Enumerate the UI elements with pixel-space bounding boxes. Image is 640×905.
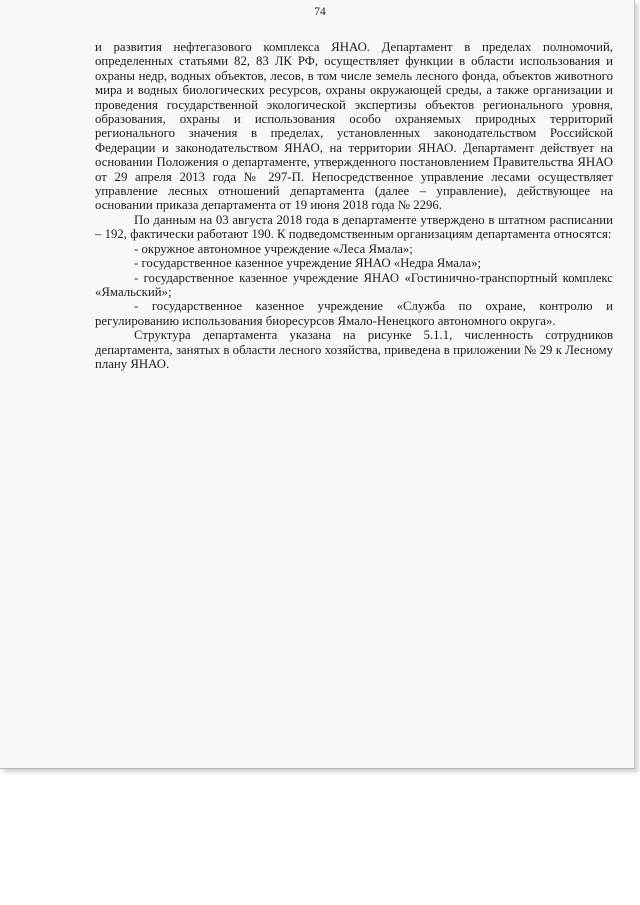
list-item-bioresources-service: - государственное казенное учреждение «Служба по охране, контролю и регулированию использования биоресурсов Ямало-Ненецкого автономного округа». — [95, 299, 613, 328]
document-body — [95, 40, 613, 371]
list-item-nedra-yamala: - государственное казенное учреждение ЯНАО «Недра Ямала»; — [134, 256, 482, 271]
page-number: 74 — [314, 6, 326, 18]
paragraph-structure: Структура департамента указана на рисунке 5.1.1, численность сотрудников департамента, занятых в области лесного хозяйства, приведена в приложении № 29 к Лесному плану ЯНАО. — [95, 328, 613, 371]
paragraph-department-functions: и развития нефтегазового комплекса ЯНАО. Департамент в пределах полномочий, определенных статьями 82, 83 ЛК РФ, осуществляет функции в области использования и охраны недр, водных объектов, лесов, в том числе земель лесного фонда, объектов животного мира и водных биологических ресурсов, охраны окружающей среды, а также организации и проведения государственной экологической экспертизы объектов регионального уровня, образования, охраны и использования особо охраняемых природных территорий регионального значения в пределах, установленных законодательством Российской Федерации и законодательством ЯНАО, на территории ЯНАО. Департамент действует на основании Положения о департаменте, утвержденного постановлением Правительства ЯНАО от 29 апреля 2013 года № 297-П. Непосредственное управление лесами осуществляет управление лесных отношений департамента (далее – управление), действующее на основании приказа департамента от 19 июня 2018 года № 2296. — [95, 40, 613, 213]
list-item-lesa-yamala: - окружное автономное учреждение «Леса Ямала»; — [134, 241, 413, 256]
list-item-yamalsky-complex: - государственное казенное учреждение ЯНАО «Гостинично-транспортный комплекс «Ямальский»; — [95, 270, 613, 299]
paragraph-staffing: По данным на 03 августа 2018 года в департаменте утверждено в штатном расписании – 192, фактически работают 190. К подведомственным организациям департамента относятся: — [95, 212, 613, 242]
